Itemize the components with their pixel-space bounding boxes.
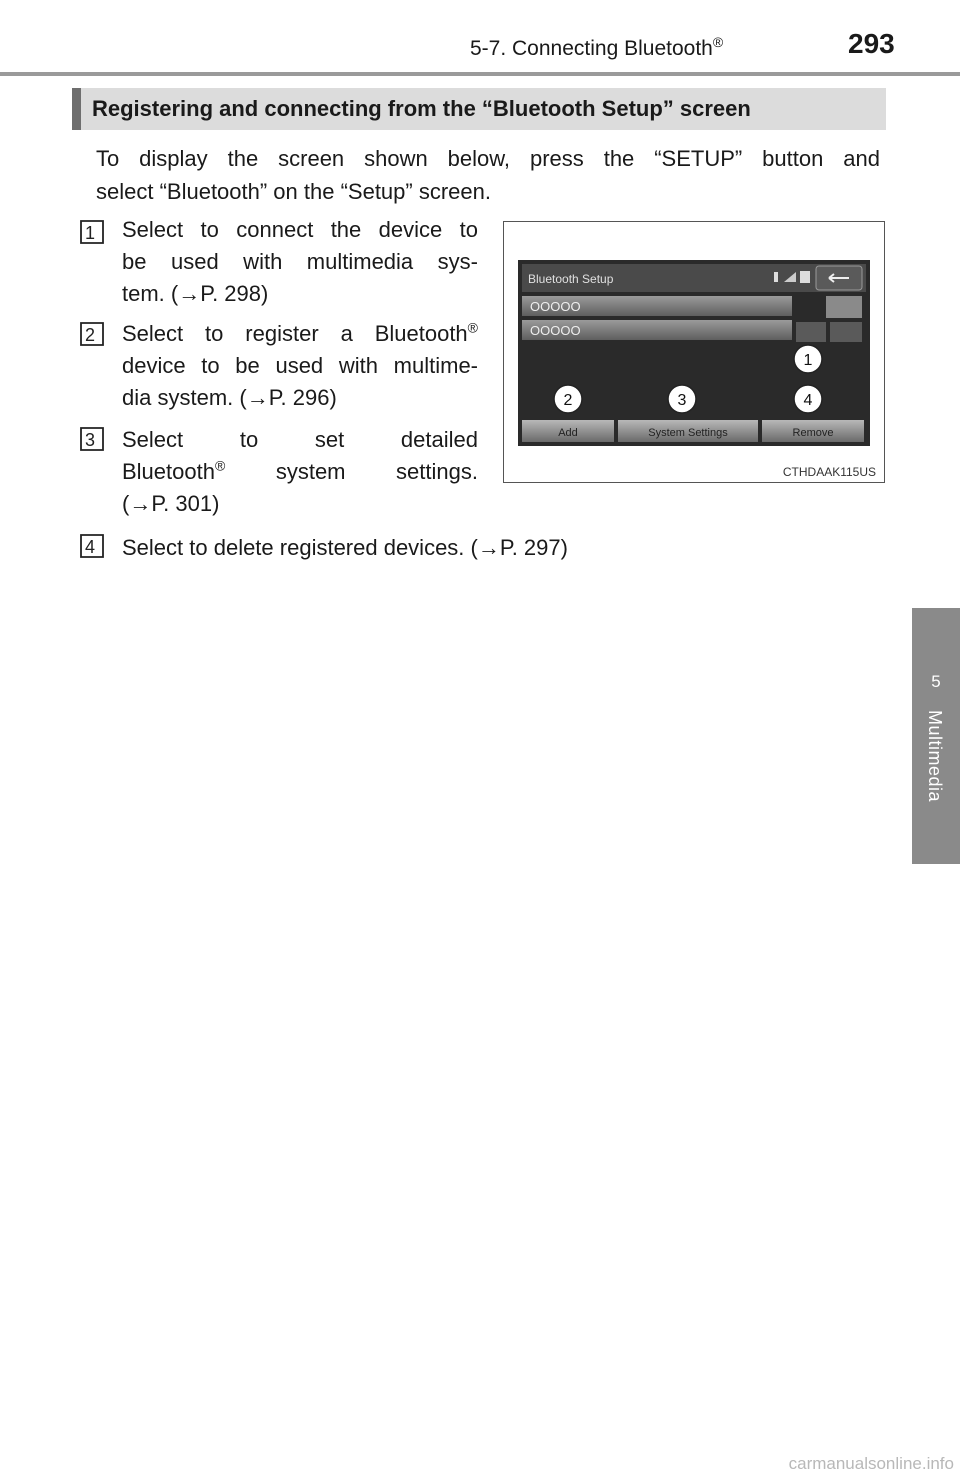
scroll-down-button xyxy=(830,322,862,342)
chapter-side-tab xyxy=(912,608,960,864)
chapter-title: 5-7. Connecting Bluetooth® xyxy=(470,34,724,60)
step-2-line: dia system. (→P. 296) xyxy=(122,385,337,410)
step-2-marker-icon xyxy=(78,320,108,350)
step-2-line: device to be used with multime- xyxy=(122,353,478,378)
bluetooth-status-icon xyxy=(774,272,778,282)
step-1-line: be used with multimedia sys- xyxy=(122,249,478,274)
step-1-line: Select to connect the device to xyxy=(122,217,478,242)
section-bar-accent xyxy=(72,88,81,130)
scroll-side-button xyxy=(796,322,826,342)
step-3-number: 3 xyxy=(84,430,96,450)
battery-icon xyxy=(800,271,810,283)
add-button-label: Add xyxy=(558,427,578,439)
step-1-text xyxy=(122,214,478,310)
step-3-text xyxy=(122,424,478,520)
step-2-text xyxy=(122,318,478,414)
step-4-number: 4 xyxy=(84,537,96,557)
step-3-line: Select to set detailed xyxy=(122,427,478,452)
step-1-line: tem. (→P. 298) xyxy=(122,281,269,306)
callout-1-label: 1 xyxy=(803,352,813,369)
step-3-marker-icon xyxy=(78,425,108,455)
side-tab-label: Multimedia xyxy=(925,710,945,803)
callout-4-label: 4 xyxy=(803,392,813,409)
step-2-line: Select to register a Bluetooth® xyxy=(122,319,478,346)
step-4-text: Select to delete registered devices. (→P. 297) xyxy=(122,535,568,560)
bluetooth-setup-figure xyxy=(503,221,885,483)
section-heading-bar xyxy=(72,88,886,130)
registered-mark: ® xyxy=(712,34,724,50)
bluetooth-setup-screen xyxy=(504,222,884,462)
step-3-line: Bluetooth® system settings. xyxy=(122,457,478,484)
scroll-up-button xyxy=(826,296,862,318)
registered-mark: ® xyxy=(214,457,226,474)
step-2-number: 2 xyxy=(84,325,96,345)
figure-code: CTHDAAK115US xyxy=(782,465,876,479)
device-row-1-label: OOOOO xyxy=(530,299,581,314)
device-row-2-label: OOOOO xyxy=(530,323,581,338)
callout-2-label: 2 xyxy=(563,392,573,409)
watermark: carmanualsonline.info xyxy=(788,1454,954,1473)
intro-line-1: To display the screen shown below, press the “SETUP” button and xyxy=(96,146,880,171)
page-number: 293 xyxy=(848,28,895,59)
screen-title: Bluetooth Setup xyxy=(528,272,614,286)
step-1-marker-icon xyxy=(78,218,108,248)
section-title: Registering and connecting from the “Bluetooth Setup” screen xyxy=(92,96,751,121)
remove-button-label: Remove xyxy=(792,427,834,439)
system-settings-button-label: System Settings xyxy=(648,427,728,439)
intro-line-2: select “Bluetooth” on the “Setup” screen. xyxy=(96,179,491,204)
header-rule xyxy=(0,72,960,76)
side-tab-number: 5 xyxy=(931,672,941,691)
step-3-line: (→P. 301) xyxy=(122,491,220,516)
registered-mark: ® xyxy=(467,319,478,336)
callout-3-label: 3 xyxy=(677,392,687,409)
step-1-number: 1 xyxy=(84,223,96,243)
step-4-marker-icon xyxy=(78,532,108,562)
